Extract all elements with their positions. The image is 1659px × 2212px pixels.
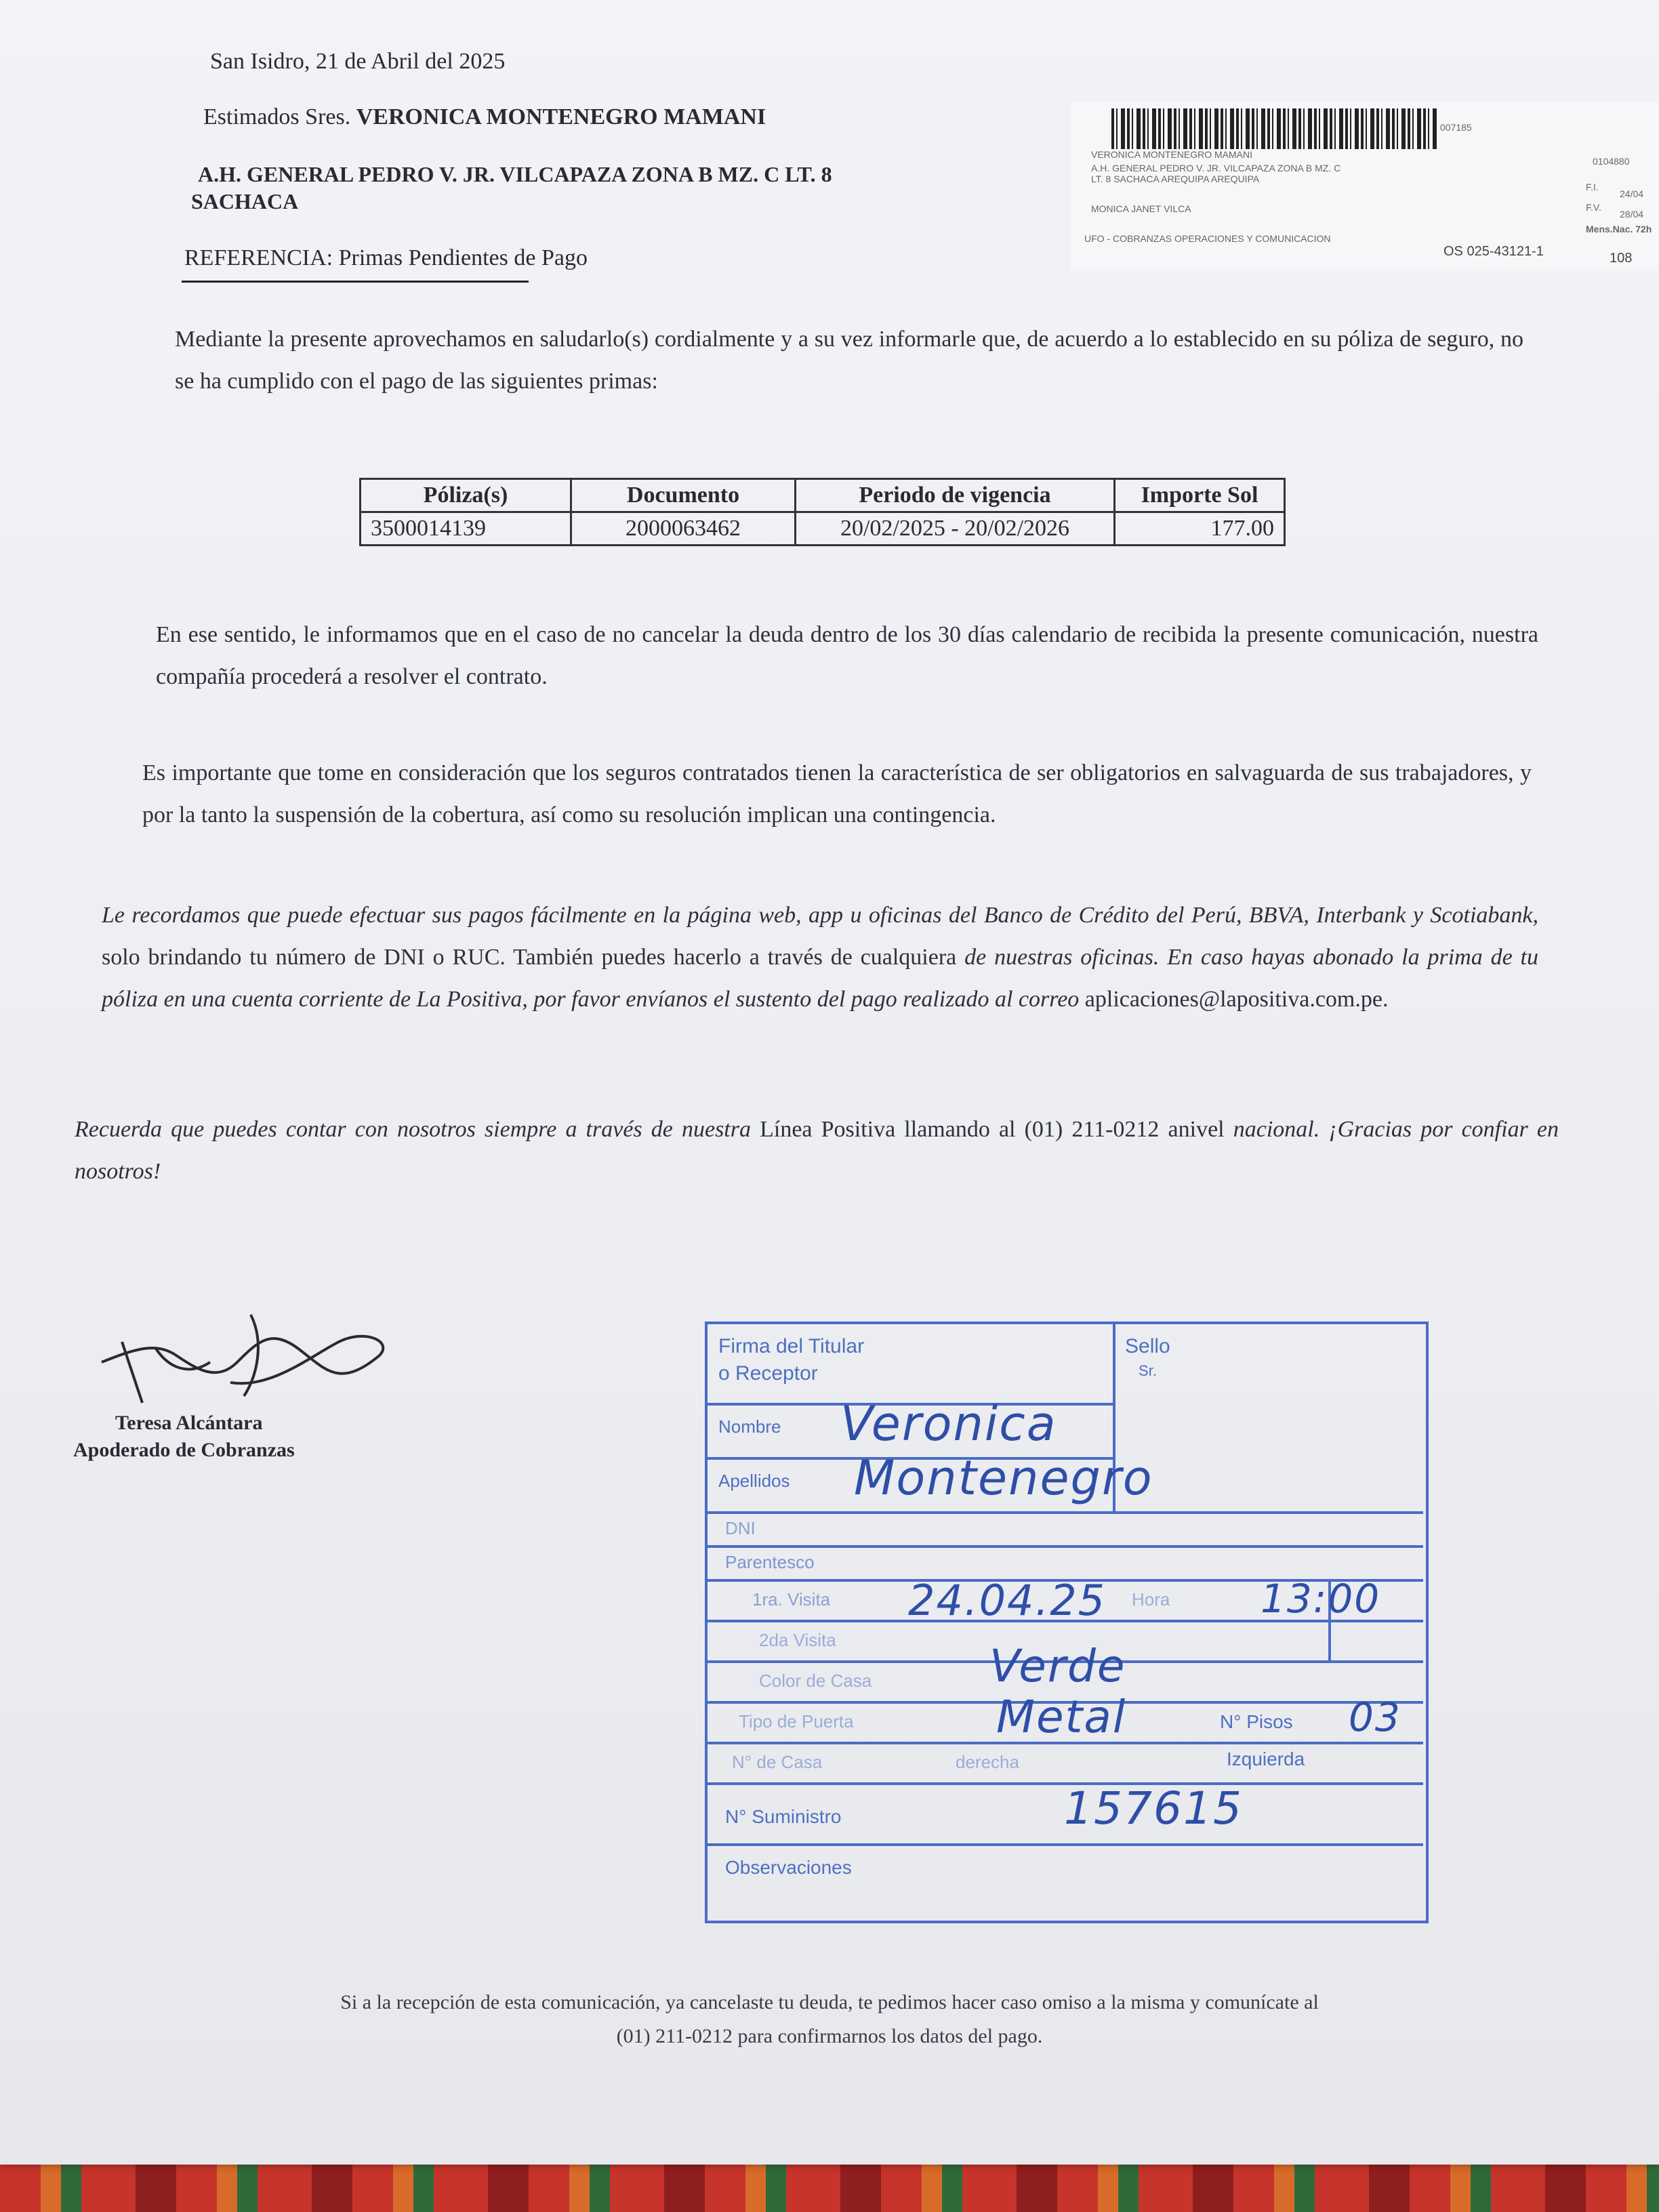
label-mens: Mens.Nac. 72h <box>1586 224 1652 234</box>
paragraph-5 <box>75 1109 1559 1193</box>
paragraph-4-italic: Le recordamos que puede efectuar sus pagos fácilmente en la página web, app u oficinas del Banco de Crédito del Perú, BBVA, Interbank y Scotiabank, <box>102 903 1538 928</box>
hora-value: 13:00 <box>1261 1576 1381 1622</box>
paragraph-2: En ese sentido, le informamos que en el caso de no cancelar la deuda dentro de los 30 días calendario de recibida la presente comunicación, nuestra compañía procederá a resolver el contrato. <box>156 622 1538 689</box>
suministro-label: N° Suministro <box>725 1806 842 1827</box>
date-line: San Isidro, 21 de Abril del 2025 <box>210 49 506 74</box>
label-dept: UFO - COBRANZAS OPERACIONES Y COMUNICACION <box>1084 233 1331 244</box>
greeting <box>203 102 766 133</box>
label-os-number: OS 025-43121-1 <box>1443 244 1544 259</box>
recipient-name: VERONICA MONTENEGRO MAMANI <box>356 104 766 129</box>
visita2-label: 2da Visita <box>759 1630 836 1650</box>
table-row <box>361 512 1285 546</box>
label-fv-label: F.V. <box>1586 202 1601 213</box>
reference-underline <box>182 281 529 283</box>
col-header-poliza: Póliza(s) <box>361 479 571 512</box>
hora-label: Hora <box>1132 1589 1170 1610</box>
apellidos-value: Montenegro <box>854 1450 1153 1506</box>
sello-label: Sello <box>1125 1335 1170 1357</box>
nombre-label: Nombre <box>718 1416 781 1437</box>
paragraph-4-rest: solo brindando tu número de DNI o RUC. También puedes hacerlo a través de cualquiera <box>102 945 957 970</box>
paragraph-3: Es importante que tome en consideración que los seguros contratados tienen la característica de ser obligatorios en salvaguarda de sus trabajadores, y por la tanto la suspensión de la cobertura, así como su resolución implican una contingencia. <box>142 760 1532 827</box>
background-fabric <box>0 2165 1659 2212</box>
footer-note <box>0 1986 1659 2053</box>
nombre-value: Veronica <box>840 1396 1057 1452</box>
paragraph-5-italic-b: nacional. ¡Gracias por confiar en nosotros! <box>75 1117 1559 1184</box>
reference <box>184 243 588 274</box>
address-line-1: A.H. GENERAL PEDRO V. JR. VILCAPAZA ZONA B MZ. C LT. 8 <box>198 162 832 186</box>
parentesco-label: Parentesco <box>725 1552 815 1572</box>
visita1-label: 1ra. Visita <box>752 1589 831 1610</box>
footer-line-1: Si a la recepción de esta comunicación, ya cancelaste tu deuda, te pedimos hacer caso omiso a la misma y comunícate al <box>340 1991 1319 2013</box>
label-sender: MONICA JANET VILCA <box>1091 203 1191 214</box>
label-os-suffix: 108 <box>1610 251 1633 266</box>
dni-label: DNI <box>725 1518 756 1538</box>
puerta-value: Metal <box>996 1691 1127 1743</box>
izquierda-label: Izquierda <box>1227 1748 1305 1769</box>
paragraph-5-italic: Recuerda que puedes contar con nosotros siempre a través de nuestra <box>75 1117 751 1142</box>
casa-label: Color de Casa <box>759 1671 872 1691</box>
cell-poliza: 3500014139 <box>361 512 571 546</box>
firma-label-1: Firma del Titular <box>718 1335 865 1357</box>
intro-paragraph: Mediante la presente aprovechamos en saludarlo(s) cordialmente y a su vez informarle que, de acuerdo a lo establecido en su póliza de seguro, no se ha cumplido con el pago de las siguientes primas: <box>175 327 1523 394</box>
pisos-label: N° Pisos <box>1220 1711 1293 1732</box>
signatory-name: Teresa Alcántara <box>115 1412 263 1434</box>
greeting-prefix: Estimados Sres. <box>203 104 351 129</box>
barcode-code: 007185 <box>1440 122 1472 133</box>
contact-email: aplicaciones@lapositiva.com.pe. <box>1084 987 1389 1012</box>
puerta-label: Tipo de Puerta <box>739 1711 854 1732</box>
suministro-value: 157615 <box>1064 1782 1243 1835</box>
signatory-title: Apoderado de Cobranzas <box>73 1439 295 1461</box>
label-ref-number: 0104880 <box>1593 156 1630 167</box>
cell-documento: 2000063462 <box>571 512 796 546</box>
handwritten-signature <box>95 1301 393 1416</box>
firma-label-2: o Receptor <box>718 1362 818 1385</box>
label-name: VERONICA MONTENEGRO MAMANI <box>1091 149 1253 160</box>
label-fv-value: 28/04 <box>1620 209 1644 220</box>
sello-sub: Sr. <box>1139 1362 1157 1379</box>
label-address-1: A.H. GENERAL PEDRO V. JR. VILCAPAZA ZONA B MZ. C <box>1091 163 1341 173</box>
address-line-2: SACHACA <box>191 189 299 213</box>
reference-label: REFERENCIA: <box>184 245 333 270</box>
paragraph-4 <box>102 895 1538 1021</box>
cell-periodo: 20/02/2025 - 20/02/2026 <box>796 512 1115 546</box>
label-fi-value: 24/04 <box>1620 188 1644 199</box>
table-header-row <box>361 479 1285 512</box>
footer-line-2: (01) 211-0212 para confirmarnos los datos del pago. <box>616 2025 1043 2047</box>
premiums-table <box>359 478 1286 546</box>
col-header-importe: Importe Sol <box>1115 479 1285 512</box>
label-address-2: LT. 8 SACHACA AREQUIPA AREQUIPA <box>1091 173 1260 184</box>
col-header-documento: Documento <box>571 479 796 512</box>
observaciones-label: Observaciones <box>725 1857 852 1878</box>
col-header-periodo: Periodo de vigencia <box>796 479 1115 512</box>
visita1-value: 24.04.25 <box>908 1576 1107 1625</box>
pisos-value: 03 <box>1349 1694 1401 1740</box>
apellidos-label: Apellidos <box>718 1471 790 1491</box>
shipping-label <box>1071 102 1659 271</box>
paragraph-4-italic-b: de nuestras oficinas. En caso hayas abonado la prima de tu póliza en una cuenta corriente de La Positiva, por favor envíanos el sustento del pago realizado al correo <box>102 945 1538 1012</box>
delivery-stamp <box>698 1315 1443 1925</box>
nro-casa-label: N° de Casa <box>732 1752 823 1772</box>
casa-value: Verde <box>989 1640 1126 1692</box>
paragraph-5-rest: Línea Positiva llamando al (01) 211-0212 anivel <box>760 1117 1225 1142</box>
reference-text: Primas Pendientes de Pago <box>338 245 588 270</box>
barcode <box>1111 108 1437 149</box>
cell-importe: 177.00 <box>1115 512 1285 546</box>
lado-label: derecha <box>956 1752 1019 1772</box>
label-fi-label: F.I. <box>1586 182 1599 192</box>
